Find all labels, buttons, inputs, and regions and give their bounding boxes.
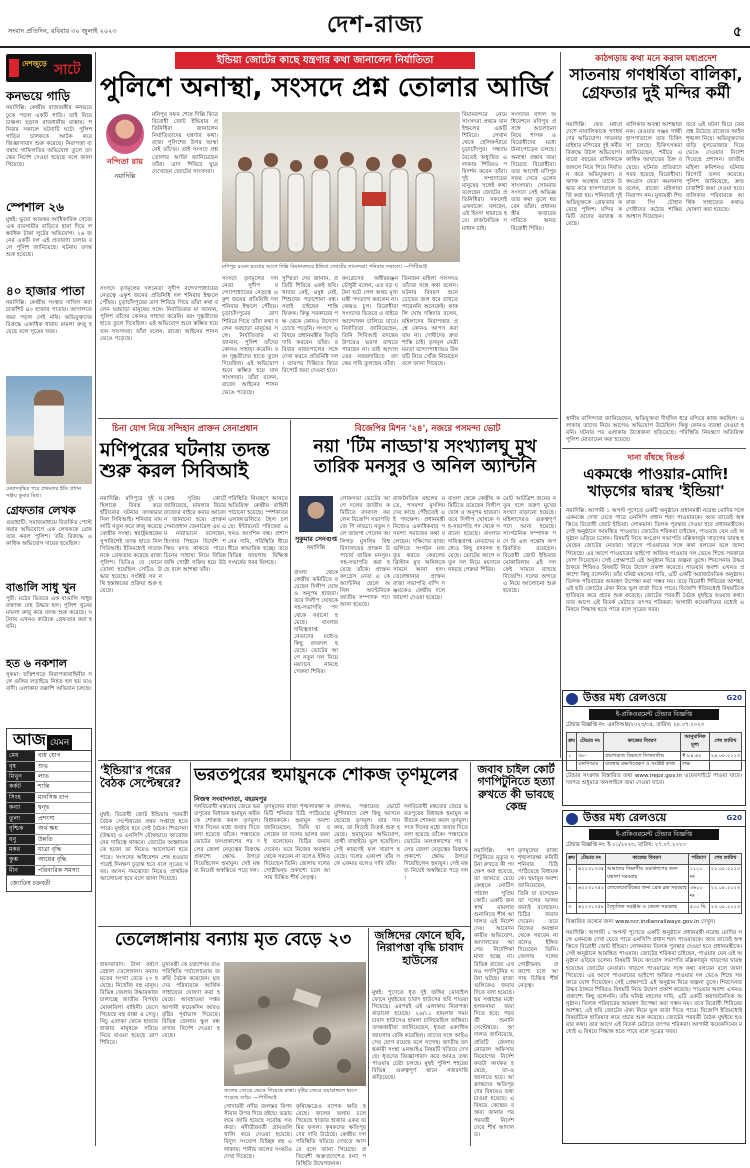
table-cell: ৬২২৩১৭৪২	[576, 884, 605, 903]
ed-director-photo	[6, 376, 92, 484]
lynching-headline: জবাব চাইল কোর্ট গণপিটুনিতে হত্যা রুখতে কী ভাবছে কেন্দ্র	[477, 763, 555, 813]
table-cell: ১	[567, 752, 577, 771]
tmc-body: দলবিরোধী মন্তব্যের জেরে ভরতপুরের বিধায়ক হুমায়ুন কবীরকে শোকজ করল তৃণমূল। সাত দিনের মধ্যে জবাব দিতে বলা হয়েছে তাঁকে। পঞ্চায়েত ভোটের ফলপ্রকাশের পর দলের জেলা নেতৃত্বের বিরুদ্ধে প্রকাশ্যে ক্ষোভ উগরে দিয়েছিলেন হুমায়ুন। সেই মন্তব্য নিয়েই অস্বস্তিতে পড়ে দল।	[404, 804, 468, 881]
table-cell: ১	[567, 865, 577, 884]
table-cell: ₹ ৮৪.৬২ লক্ষ	[681, 752, 710, 771]
lead-photo-caption: মণিপুর রওনা হওয়ার আগে দিল্লি বিমানবন্দরে ইন্ডিয়া জোটের সাংসদরা। শনিবার সকালে। —পিটিআই	[222, 264, 427, 270]
table-header: ক্রম	[567, 854, 577, 865]
debris-illustration	[224, 962, 366, 1086]
rail-ref: টেন্ডার বিজ্ঞপ্তি নং: এনসিআর/২০২৩/৩৫, তারিখ: ২৮.০৭.২০২৩	[566, 722, 705, 728]
rashi-sign: ধনু	[7, 835, 35, 844]
rashi-sign: মকর	[7, 845, 35, 854]
lead-body: সংসদে তৃণমূলের দলনেতা সুদীপ বন্দ্যোপাধ্যায়ের নেতৃত্বে একুশ জনের প্রতিনিধি দল শনিবার ইম্ফলে পৌঁছয়। চূড়াচাঁদপুরের ত্রাণ শিবিরে গিয়ে তাঁরা কথা বলেন ঘরছাড়া মানুষের সঙ্গে। নির্যাতিতার মা জানান, পুলিশ তাঁদের কোনও সাহায্য করেনি। বরং দুষ্কৃতীদের হাতে তুলে দিয়েছিল। এই অভিযোগ শুনে স্তম্ভিত হয়ে যান সাংসদরা। তাঁরা বলেন, রাজ্যে আইনের শাসন ভেঙে পড়েছে।	[222, 276, 278, 396]
rashi-row	[7, 751, 91, 761]
col-rule	[95, 52, 96, 1146]
section-title: দেশ-রাজ্য	[326, 12, 424, 38]
bjp-body: বাংলা থেকে কেন্দ্রীয় কমিটিতে রয়েছেন দিলীপ ঘোষ ও অনুপম হাজরা। তবে দিলীপ ঘোষকে সহ-সভাপতি পদ থেকে সরানো হয়েছে। বাংলার দায়িত্বপ্রাপ্ত নেতাদের মধ্যেও কিছু রদবদল হয়েছে। ভোটের আগে নতুন দল নিয়ে ময়দানে নামছে গেরুয়া শিবির।	[294, 570, 338, 676]
horoscope-box	[6, 728, 92, 892]
rail-ref: টেন্ডার বিজ্ঞপ্তি নং: ই-১১/২০২৩, তারিখ: ২৭.০৭.২০২৩	[566, 842, 686, 848]
photo-caption: মেয়াদবৃদ্ধির পরে প্রথমবার ইডি প্রধান সঞ্জয় কুমার মিশ্র।	[6, 486, 82, 499]
rashi-sign: বৃশ্চিক	[7, 824, 35, 833]
lead-intro: মনিপুর সফর শেষে দিল্লি ফিরে বিরোধী জোট ইন্ডিয়ার প্রতিনিধিরা জানালেন নির্যাতিতাদের যন্ত্রণার কথা। রাজ্য পুলিশের উপর আস্থা নেই তাঁদের। তাই সংসদে প্রশ্ন তোলার আর্জি জানিয়েছেন তাঁরা। ত্রাণ শিবিরে ঘুরে দেখেছেন জোটের সাংসদরা।	[152, 112, 218, 175]
rail-logo-icon	[566, 693, 578, 705]
table-header: কাজের বিবরণ	[604, 733, 681, 752]
rashi-row	[7, 772, 91, 782]
brief-headline: বাঙালি সাধু খুন	[6, 580, 76, 594]
rashi-sign: কর্কট	[7, 782, 35, 791]
lead-kicker: ইন্ডিয়া জোটের কাছে যন্ত্রণার কথা জানালেন নির্যাতিতা	[175, 52, 475, 69]
table-cell: ৫০০ মি.	[688, 903, 709, 914]
rashi-row	[7, 824, 91, 834]
rashi-sign: মীন	[7, 866, 35, 875]
table-cell: ২৩.০৮.২০২৩	[709, 903, 741, 914]
astrologer-name: জ্যোতিষ চক্রবর্তী	[10, 880, 51, 888]
brief-body: পুরী: মঠের ভিতরে এক বাঙালি সাধুর রক্তাক্ত দেহ উদ্ধার হল। পুলিশ খুনের মামলা রুজু করে তদন্ত শুরু করেছে। ঘটনায় এখনও কাউকে গ্রেফতার করা হয়নি।	[6, 595, 92, 631]
rashi-forecast: প্রশংসা	[38, 814, 55, 822]
table-cell: ৩	[567, 903, 577, 914]
table-header: শেষ তারিখ	[709, 733, 741, 752]
lead-body: তিনজন মহিলা সাংসদও তাঁদের সঙ্গে কথা বলেন। ঘটনার বিবরণ শুনে চোখের জল ধরে রাখতে পারেননি অনেকেই। কাকলি ঘোষ দস্তিদার বলেন, মহিলাদের নিরাপত্তার প্রশ্নে কোনও আপস করা যায় না। দোষীদের দ্রুত শাস্তি চাই। তৃণমূল নেত্রী মমতা বন্দ্যোপাধ্যায়ও বিষয়টি নিয়ে খোঁজ নিয়েছেন বলে জানা গিয়েছে।	[402, 276, 458, 368]
desh-logo: দেশজুড়ে সাটে	[6, 54, 92, 82]
table-cell: ৬২২৩১৭৩৫	[576, 865, 605, 884]
rail-tender-label: ই-প্রকিওরমেন্ট টেন্ডার বিজ্ঞপ্তি	[589, 829, 719, 840]
issue-date: সংবাদ প্রতিদিন, রবিবার ৩০ জুলাই ২০২৩	[8, 27, 117, 35]
rashi-sign: সিংহ	[7, 793, 35, 802]
group-figures	[222, 112, 460, 262]
rashi-sign: মেষ	[7, 751, 35, 760]
horoscope-title: আজ	[13, 730, 46, 750]
brief-body: মুম্বই: ভুয়ো আয়কর আধিকারিক সেজে এক ব্যবসায়ীর বাড়িতে হানা দিয়ে লক্ষাধিক টাকা লুটের অভিযোগ। ২৬ জনের একটি দল এই প্রতারণা চালায় বলে পুলিশ জানিয়েছে। ঘটনায় তদন্ত শুরু হয়েছে।	[6, 216, 92, 259]
rashi-row	[7, 803, 91, 813]
rashi-forecast: দ্বন্দ্ব	[38, 804, 50, 812]
satna-headline: সাতনায় গণধর্ষিতা বালিকা, গ্রেফতার দুই মন্দির কর্মী	[569, 65, 743, 102]
rail-logo-icon	[566, 813, 578, 825]
lead-body: কংগ্রেসের অধীররঞ্জন চৌধুরী বলেন, এত বড় ঘটনা ঘটে গেল অথচ মুখ্যমন্ত্রী পদত্যাগ করলেন না। কেন্দ্রও চুপ। বিরোধীরা সংসদের ভিতরে ও বাইরে আন্দোলন চালিয়ে যাবে। নির্যাতিতা জানিয়েছেন, তিনি সিবিআই তদন্তের উপরেও ভরসা রাখতে পারছেন না। তাই আদালতের নজরদারিতে তদন্তের দাবি তুলছেন তাঁরা।	[342, 276, 398, 368]
india-headline: 'ইন্ডিয়া'র পরের বৈঠক সেপ্টেম্বরে?	[100, 763, 182, 790]
rail-tender-label: ই-প্রকিওরমেন্ট টেন্ডার বিজ্ঞপ্তি	[589, 709, 719, 720]
tmc-body: তৃণমূলের রাজ্য শৃঙ্খলারক্ষা কমিটি শনিবার চিঠি পাঠিয়েছে বিধায়ককে। হুমায়ুন অবশ্য জানিয়েছেন, তিনি যা বলেছেন তা দলের ভালর জন্যই বলেছেন। চিঠির জবাব দেবেন। তবে নিজের অবস্থান থেকে সরবেন না বলেও ইঙ্গিত দিয়েছেন তিনি। জেলায় দলের গোষ্ঠীদ্বন্দ্ব প্রকাশ্যে চলে আসায় চিন্তিত শীর্ষ নেতৃত্ব।	[264, 804, 330, 881]
rashi-sign: মিথুন	[7, 772, 35, 781]
reporter-photo	[106, 114, 144, 154]
manipur-headline: মণিপুরের ঘটনায় তদন্ত শুরু করল সিবিআই	[100, 439, 270, 483]
satna-body: তবে এই ঘটনা ঘিরে ফের প্রশ্ন উঠেছে রাজ্যের আইনশৃঙ্খলা নিয়ে। অভিযুক্তদের বাড়ি বুলডোজার দিয়ে ভেঙে দেওয়ার নির্দেশ দিয়েছে প্রশাসন। জাতীয় মহিলা কমিশনও ঘটনার রিপোর্ট তলব করেছে। পুলিশ জানিয়েছে, দ্রুত চার্জশিট জমা দেওয়া হবে। বালিকার পরিবারকে আর্থিক সাহায্যের কথাও ঘোষণা করা হয়েছে।	[686, 122, 744, 214]
bjp-body: লোকসভা ভোটের আগে দলের জাতীয় কমিটিতে রদবদল করলেন বিজেপি সভাপতি জে পি নাড্ডা। নতুন দলে জায়গা পেলেন আলিগড় মুসলিম বিশ্ববিদ্যালয়ের প্রাক্তন উপাচার্য তারিক মনসুর। সহ-সভাপতি করা হয়েছে তাঁকে। প্রাক্তন কংগ্রেস নেতা এ কে অ্যান্টনির ছেলে অনিল অ্যান্টনিকে জাতীয় সম্পাদক পদে আনা হয়েছে।	[340, 496, 390, 609]
row-rule	[98, 926, 470, 927]
reporter-place: নয়াদিল্লি	[114, 172, 136, 180]
satna-body: বালিকার অবস্থা আশঙ্কাজনক। রেওয়ার সঞ্জয় গান্ধী হাসপাতালে তার চিকিৎসা চলছে। চিকিৎসকরা জানিয়েছেন, শরীরে একাধিক আঘাতের চিহ্ন রয়েছে। ঘটনার প্রতিবাদে সরব হয়েছে বিরোধীরা। কংগ্রেস নেতা কমলনাথ বলেন, রাজ্যে মহিলারা নিরাপদ নন। মুখ্যমন্ত্রী শিবরাজ সিং চৌহান দোষীদের কঠোর শাস্তির আশ্বাস দিয়েছেন।	[626, 122, 682, 221]
satna-kicker: কাঠগড়ায় কথা মনে করাল মধ্যপ্রদেশ	[595, 54, 717, 64]
rashi-row	[7, 845, 91, 855]
lynching-body: তৃণমূলের রাজ্য শৃঙ্খলারক্ষা কমিটি শনিবার চিঠি পাঠিয়েছে বিধায়ককে। হুমায়ুন অবশ্য জানিয়েছেন, তিনি যা বলেছেন তা দলের ভালর জন্যই বলেছেন। চিঠির জবাব দেবেন। তবে নিজের অবস্থান থেকে সরবেন না বলেও ইঙ্গিত দিয়েছেন তিনি। জেলায় দলের গোষ্ঠীদ্বন্দ্ব প্রকাশ্যে চলে আসায় চিন্তিত শীর্ষ নেতৃত্ব।	[518, 848, 558, 989]
masthead	[0, 0, 750, 44]
rail-tender-table	[566, 732, 742, 771]
satna-body: স্থানীয় বাসিন্দারা জানিয়েছেন, অভিযুক্তরা দীর্ঘদিন ধরে মন্দিরে কাজ করছিল। এলাকায় তাদের নিয়ে আগেও অভিযোগ উঠেছিল। কিন্তু কোনও ব্যবস্থা নেওয়া হয়নি। ঘটনার পর এলাকায় উত্তেজনা ছড়িয়েছে। পরিস্থিতি নিয়ন্ত্রণে অতিরিক্ত পুলিশ মোতায়েন করা হয়েছে।	[566, 416, 744, 444]
person-figure	[34, 390, 64, 476]
bjp-kicker: বিজেপির মিশন '২৪', নজরে পসমন্দা ভোট	[354, 424, 501, 434]
rashi-forecast: অর্থ ক্ষয়	[38, 825, 58, 833]
table-row	[567, 884, 742, 903]
reporter-name: সুকুমার সেনগুপ্ত	[294, 535, 338, 543]
col-rule	[560, 508, 561, 758]
table-header: ক্রম	[567, 733, 577, 752]
reporter-place: নয়াদিল্লি	[306, 545, 326, 551]
modi-kicker: দানা বাঁধছে বিতর্ক	[627, 453, 685, 462]
flood-headline: তেলেঙ্গানায় বন্যায় মৃত বেড়ে ২৩	[114, 929, 352, 950]
rashi-row	[7, 835, 91, 845]
flood-body: মুখ্যমন্ত্রী কে চন্দ্রশেখর রাও পরিস্থিতি পর্যালোচনায় জরুরি বৈঠক করেছেন। মৃতদের পরিবারকে আর্থিক সাহায্যের ঘোষণা করা হয়েছে। আবহাওয়া দপ্তর আগামী কয়েকদিন আরও বৃষ্টির পূর্বাভাস দিয়েছে। বিভিন্ন জেলায় স্কুল বন্ধ রাখার নির্দেশ দেওয়া হয়েছে।	[162, 962, 220, 1039]
table-cell: বৈদ্যুতিক সরঞ্জাম ও কেবল সরবরাহ	[605, 903, 688, 914]
rail-ad-1	[562, 690, 746, 806]
rail-ad-2	[562, 810, 746, 1144]
lead-headline: পুলিশে অনাস্থা, সংসদে প্রশ্ন তোলার আর্জি	[100, 72, 550, 103]
rashi-forecast: শান্তি	[38, 783, 50, 791]
col-rule	[190, 762, 191, 926]
lead-body: সুস্মিতা দেব জানান, প্রতিটি শিবিরে একই ছবি। খাবার নেই, ওষুধ নেই, শিশুদের পড়াশোনা বন্ধ। সবাই চাইছেন শান্তি ফিরুক। কিন্তু সরকারের পক্ষ থেকে কোনও উদ্যোগ চোখে পড়েনি। সংসদে এ বিষয়ে প্রধানমন্ত্রীর বিবৃতি দাবি করবেন তাঁরা। রবিবার রাজ্যপালের সঙ্গে দেখা করবে প্রতিনিধি দল। তারপর দিল্লিতে ফিরে রিপোর্ট জমা দেওয়া হবে।	[282, 276, 338, 375]
modi-body: নয়াদিল্লি: আগামী ১ অগস্ট পুণেতে একটি অনুষ্ঠানে প্রধানমন্ত্রী নরেন্দ্র মোদির সঙ্গে একমঞ্চে দেখা যেতে পারে এনসিপি প্রধান শরদ পাওয়ারকে। আর তাতেই অস্বস্তিতে বিরোধী জোট ইন্ডিয়া। লোকমান্য তিলক পুরস্কার দেওয়া হবে প্রধানমন্ত্রীকে। সেই অনুষ্ঠানে আমন্ত্রিত পাওয়ার। জোটের শরিকরা চাইছেন, পাওয়ার যেন ওই অনুষ্ঠান এড়িয়ে চলেন। বিষয়টি নিয়ে কংগ্রেস সভাপতি মল্লিকার্জুন খাড়গের দ্বারস্থ হয়েছেন জোটের নেতারা। খাড়গে পাওয়ারের সঙ্গে কথা বলবেন বলে জানা গিয়েছে। এর আগে পাওয়ারের ভাইপো অজিত পাওয়ার দল ভেঙে শিন্ডে সরকারে যোগ দিয়েছেন। সেই প্রেক্ষাপটে এই অনুষ্ঠান ঘিরে জল্পনা তুঙ্গে। শিবসেনার উদ্ধব ঠাকরে শিবিরও বিষয়টি নিয়ে উদ্বেগ প্রকাশ করেছে। পাওয়ার অবশ্য এখনও প্রকাশ্যে কিছু বলেননি। তাঁর ঘনিষ্ঠ মহলের দাবি, এটি একটি অরাজনৈতিক অনুষ্ঠান। তিলক পরিবারের আমন্ত্রণ উপেক্ষা করা সম্ভব নয়। তবে বিরোধী শিবিরের আশঙ্কা, এই ছবি জোটের ঐক্য নিয়ে ভুল বার্তা দিতে পারে। বিজেপি ইতিমধ্যেই বিষয়টিকে হাতিয়ার করে প্রচার শুরু করেছে। জোটের পরবর্তী বৈঠক মুম্বইয়ে হওয়ার কথা। তার আগে এই বিতর্ক মেটাতে তৎপর শরিকরা। আগামী কয়েকদিনের মধ্যেই এ বিষয়ে সিদ্ধান্ত হতে পারে বলে সূত্রের খবর।	[566, 508, 744, 614]
brief-body: সুকমা: ছত্তিশগড়ে নিরাপত্তাবাহিনীর সঙ্গে গুলির লড়াইয়ে নিহত হল ছয় মাওবাদী। এলাকায় তল্লাশি অভিযান চলছে।	[6, 672, 92, 693]
rashi-forecast: লাভ	[38, 773, 50, 781]
table-row	[567, 903, 742, 914]
rashi-row	[7, 762, 91, 772]
table-cell: ২২.০৮.২০২৩	[709, 865, 741, 884]
brief-headline: স্পেশাল ২৬	[6, 200, 64, 215]
table-header: টেন্ডার নং	[576, 733, 603, 752]
tmc-body: দলবিরোধী মন্তব্যের জেরে ভরতপুরের বিধায়ক হুমায়ুন কবীরকে শোকজ করল তৃণমূল। সাত দিনের মধ্যে জবাব দিতে বলা হয়েছে তাঁকে। পঞ্চায়েত ভোটের ফলপ্রকাশের পর দলের জেলা নেতৃত্বের বিরুদ্ধে প্রকাশ্যে ক্ষোভ উগরে দিয়েছিলেন হুমায়ুন। সেই মন্তব্য নিয়েই অস্বস্তিতে পড়ে দল।	[194, 804, 260, 874]
bjp-byline	[294, 496, 338, 566]
flood-body: গোদাবরী নদীর জলস্তর বিপদসীমার উপর দিয়ে বইছে। ভদ্রাচলমে জারি হয়েছে সর্বোচ্চ সতর্কতা। নদীতীরবর্তী গ্রামগুলি খালি করে দেওয়া হয়েছে। বিদ্যুৎ সংযোগ বিচ্ছিন্ন বহু এলাকায়। পানীয় জলের সংকটও দেখা দিয়েছে।	[224, 1104, 292, 1160]
row-rule	[562, 448, 746, 449]
tmc-headline: ভরতপুরের হুমায়ুনকে শোকজ তৃণমূলের	[194, 765, 459, 785]
rashi-list	[7, 751, 91, 876]
rashi-forecast: যাত্রা বৃদ্ধি	[38, 845, 62, 853]
rail-note: বিস্তারিত তথ্যের জন্য www.ncr.indianrailways.gov.in দেখুন।	[566, 919, 716, 925]
tmc-byline: নিজস্ব সংবাদদাতা, বহরমপুর	[194, 795, 267, 803]
rashi-forecast: পরিবারিক সমস্যা	[38, 866, 80, 874]
flood-body: কৃষিক্ষেত্রেও ব্যাপক ক্ষতি হয়েছে। জলের তলায় চলে গিয়েছে হাজার হাজার একর জমির ফসল। কৃষকদের ক্ষতিপূরণের দাবি উঠেছে। কেন্দ্রীয় দল পরিস্থিতি খতিয়ে দেখতে আসবে বলে জানা গিয়েছে। প্রতিবেশী অন্ধ্রপ্রদেশেও বন্যা পরিস্থিতি উদ্বেগজনক।	[296, 1104, 366, 1167]
lead-byline	[100, 112, 150, 202]
bjp-body: রাজনৈতিক মহলের মতে, পসমন্দা মুসলিমদের কাছে পৌঁছতেই এই পদক্ষেপ। প্রধানমন্ত্রী নিজেও একাধিকবার পসমন্দা সমাজের কথা বলেছেন। দক্ষিণের রাজ্যগুলিতে সংগঠন মজবুত করতে কেরলের খ্রিস্টান মুখ অনিলকে সামনে আনা হল। তেলেঙ্গানার প্রাক্তন রাজ্য সভাপতি বান্দি সঞ্জয়কেও কেন্দ্রীয় দলে জায়গা দেওয়া হয়েছে।	[393, 496, 445, 602]
bjp-body: মোট আটত্রিশ জনের নতুন দলে তরুণ মুখের সংখ্যা বাড়ানো হয়েছে। মহিলাদেরও গুরুত্বপূর্ণ পদে আনা হয়েছে। সাংগঠনিক সম্পাদক পদে বি এল সন্তোষ অপরিবর্তিত রয়েছেন। বিরোধী জোট ইন্ডিয়ার মোকাবিলায় এই দলকেই সামনে রাখছে বিজেপি। দলের অন্দরে এ নিয়ে আলোচনা শুরু হয়েছে।	[503, 496, 556, 595]
lead-body: সংসদের বাদল অধিবেশনে মণিপুর প্রসঙ্গে আলোচনা নিয়ে শাসক ও বিরোধীদের মধ্যে টানাপোড়েন চলছে। অনাস্থা প্রস্তাব জমা দিয়েছে বিরোধীরা। তার আগেই মণিপুর সফর সেরে এলেন সাংসদরা। সোমবার সংসদে সেই অভিজ্ঞতার কথা তুলে ধরবেন তাঁরা। প্রধানমন্ত্রীর জবাবের দাবিতে অনড় বিরোধী শিবির।	[511, 112, 556, 232]
rashi-row	[7, 814, 91, 824]
horoscope-subtitle: যেমন	[47, 735, 72, 750]
bjp-headline: নয়া 'টিম নাড্ডা'য় সংখ্যালঘু মুখ তারিক মনসুর ও অনিল অ্যান্টনি	[313, 437, 537, 477]
table-header: টেন্ডার নং	[576, 854, 605, 865]
logo-icon	[9, 59, 19, 77]
table-cell: ২২.০৮.২০২৩	[709, 884, 741, 903]
brief-headline: হত ৬ নকশাল	[6, 656, 68, 670]
rashi-forecast: শুভ	[38, 762, 48, 770]
rashi-forecast: মানসিক চাপ	[38, 793, 69, 801]
flood-photo	[224, 962, 366, 1086]
manipur-kicker: চিনা যোগ নিয়ে সন্দিহান প্রাক্তন সেনাপ্রধান	[112, 424, 258, 434]
rail-note: টেন্ডার সংক্রান্ত বিস্তারিত তথ্য www.ireps.gov.in ওয়েবসাইটে পাওয়া যাবে। দরপত্র শুধুমাত্র অনলাইনে জমা দেওয়া যাবে।	[566, 773, 742, 787]
col-rule	[290, 420, 291, 760]
brief-body: নয়াদিল্লি: কেন্দ্রীয় রাজ্যমন্ত্রীর কনভয়ে ঢুকে পড়ল একটি গাড়ি। তাই নিয়ে চাঞ্চল্য ছড়াল রাজধানীর রাস্তায়। শনিবার সকালে ঘটনাটি ঘটে। পুলিশ গাড়ির চালককে আটক করে জিজ্ঞাসাবাদ শুরু করেছে। নিরাপত্তা ব্যবস্থায় গাফিলতির অভিযোগ তুলে তদন্তের নির্দেশ দেওয়া হয়েছে বলে জানা গিয়েছে।	[6, 105, 92, 169]
rail-note: নয়াদিল্লি: আগামী ১ অগস্ট পুণেতে একটি অনুষ্ঠানে প্রধানমন্ত্রী নরেন্দ্র মোদির সঙ্গে একমঞ্চে দেখা যেতে পারে এনসিপি প্রধান শরদ পাওয়ারকে। আর তাতেই অস্বস্তিতে বিরোধী জোট ইন্ডিয়া। লোকমান্য তিলক পুরস্কার দেওয়া হবে প্রধানমন্ত্রীকে। সেই অনুষ্ঠানে আমন্ত্রিত পাওয়ার। জোটের শরিকরা চাইছেন, পাওয়ার যেন ওই অনুষ্ঠান এড়িয়ে চলেন। বিষয়টি নিয়ে কংগ্রেস সভাপতি মল্লিকার্জুন খাড়গের দ্বারস্থ হয়েছেন জোটের নেতারা। খাড়গে পাওয়ারের সঙ্গে কথা বলবেন বলে জানা গিয়েছে। এর আগে পাওয়ারের ভাইপো অজিত পাওয়ার দল ভেঙে শিন্ডে সরকারে যোগ দিয়েছেন। সেই প্রেক্ষাপটে এই অনুষ্ঠান ঘিরে জল্পনা তুঙ্গে। শিবসেনার উদ্ধব ঠাকরে শিবিরও বিষয়টি নিয়ে উদ্বেগ প্রকাশ করেছে। পাওয়ার অবশ্য এখনও প্রকাশ্যে কিছু বলেননি। তাঁর ঘনিষ্ঠ মহলের দাবি, এটি একটি অরাজনৈতিক অনুষ্ঠান। তিলক পরিবারের আমন্ত্রণ উপেক্ষা করা সম্ভব নয়। তবে বিরোধী শিবিরের আশঙ্কা, এই ছবি জোটের ঐক্য নিয়ে ভুল বার্তা দিতে পারে। বিজেপি ইতিমধ্যেই বিষয়টিকে হাতিয়ার করে প্রচার শুরু করেছে। জোটের পরবর্তী বৈঠক মুম্বইয়ে হওয়ার কথা। তার আগে এই বিতর্ক মেটাতে তৎপর শরিকরা। আগামী কয়েকদিনের মধ্যেই এ বিষয়ে সিদ্ধান্ত হতে পারে বলে সূত্রের খবর।	[566, 930, 742, 1036]
col-rule	[368, 928, 369, 1146]
table-cell: আমাদের বিভাগীয় ওয়ার্কশপের জন্য যন্ত্রাংশ সরবরাহ	[605, 865, 688, 884]
manipur-body: কেন্দ্র সুপ্রিম কোর্টে জানিয়েছে, মামলার বিচার রাজ্যের বাইরে করার আবেদন জানানো হবে। প্রাক্তন সেনাপ্রধান জেনারেল এম এম নারাভানে বলেছেন, হিংসার পিছনে বিদেশি শক্তির মদত থাকতে পারে। চিনের সাহায্য নিয়ে বিভিন্ন জঙ্গি গোষ্ঠী সক্রিয় হয়ে উঠছে বলে আশঙ্কা তাঁর।	[164, 496, 226, 573]
rashi-row	[7, 855, 91, 865]
table-cell: লোকোমোটিভের জন্য ব্রেক ব্লক সরবরাহ	[605, 884, 688, 903]
terror-body: মুম্বই: পুণেতে ধৃত দুই জঙ্গির মোবাইল ফোনে মুম্বইয়ের চাবাদ হাউসের ছবি পাওয়া গিয়েছে। এরপরই ওই এলাকায় নিরাপত্তা বাড়ানো হয়েছে। ২৬/১১ হামলার সময় চাবাদ হাউসেও হামলা চালিয়েছিল জঙ্গিরা। তদন্তকারীরা জানিয়েছেন, ধৃতরা একাধিক জায়গার রেকি করেছিল। তাদের সঙ্গে আইএসের যোগ রয়েছে বলে সন্দেহ। জাতীয় তদন্তকারী সংস্থা এনআইএ বিষয়টি খতিয়ে দেখছে। ধৃতদের জিজ্ঞাসাবাদ করে আরও তথ্য পাওয়ার চেষ্টা চলছে। মুম্বই পুলিশ শহরের বিভিন্ন গুরুত্বপূর্ণ স্থানে নজরদারি বাড়িয়েছে।	[372, 990, 468, 1082]
table-header: আনুমানিক মূল্য	[681, 733, 710, 752]
brief-headline: ৪০ হাজার পাতা	[6, 283, 85, 298]
page-number: ৫	[732, 24, 742, 40]
satna-body: নয়াদিল্লি: ফের মধ্যপ্রদেশে নাবালিকাকে গণধর্ষণের অভিযোগ। সাতনার মাইহার মন্দিরের দুই কর্মীর বিরুদ্ধে উঠল অভিযোগ। বারো বছরের বালিকাকে জঙ্গলে নিয়ে গিয়ে নির্যাতন করে অভিযুক্তরা। রক্তাক্ত অবস্থায় তাকে উদ্ধার করে হাসপাতালে ভর্তি করা হয়। শনিবারই দুই অভিযুক্তকে গ্রেফতার করেছে পুলিশ। মন্দির কমিটি তাদের বরখাস্ত করেছে।	[566, 122, 622, 228]
table-header: পরিমাণ	[688, 854, 709, 865]
tmc-body: প্রসঙ্গত, পঞ্চায়েত ভোটে মুর্শিদাবাদে বেশ কিছু আসনে হেরেছে তৃণমূল। তার দায় কার, তা নিয়েই বিতর্ক শুরু হয়েছে। হুমায়ুনের অভিযোগ, প্রার্থী বাছাইয়ে ভুল হয়েছিল। সেই কারণেই ফল খারাপ হয়েছে। দলের একাংশ তাঁর সঙ্গে একমত বলেও দাবি তাঁর।	[334, 804, 400, 867]
table-row	[567, 752, 742, 771]
g20-badge: G20	[726, 694, 742, 702]
modi-headline: একমঞ্চে পাওয়ার-মোদি! খাড়গের দ্বারস্থ 'ইন্ডিয়া'	[583, 465, 729, 500]
rashi-forecast: উন্নতি	[38, 835, 53, 843]
manipur-body: নয়াদিল্লি: মণিপুরে দুই মহিলাকে বিবস্ত্র করে হাঁটানোর ঘটনার তদন্তভার নিল সিবিআই। শনিবার মামলাটি নতুন করে রুজু করেছে কেন্দ্রীয় সংস্থা। স্বরাষ্ট্রমন্ত্রকের সুপারিশেই তদন্ত হাতে নিল সিবিআই। ইতিমধ্যেই সাতজনকে গ্রেফতার করেছে রাজ্য পুলিশ। ভিডিও যে ফোনে তোলা হয়েছিল সেটিও উদ্ধার হয়েছে। সংশ্লিষ্ট সব নথি হস্তান্তরের প্রক্রিয়া শুরু হয়েছে।	[100, 496, 162, 595]
brief-body: নয়াদিল্লি: কেন্দ্রীয় সংস্থার দাখিল করা চার্জশিট ৪০ হাজার পাতার। আদালতে জমা পড়ল সেই নথি। অভিযুক্তদের বিরুদ্ধে একাধিক ধারায় মামলা রুজু হয়েছে বলে সূত্রের খবর।	[6, 300, 92, 335]
rail-title: উত্তর মধ্য রেলওয়ে	[583, 811, 667, 824]
rashi-row	[7, 782, 91, 792]
table-cell: প্রয়াগরাজ বিভাগে সিগন্যালিং ব্যবস্থার রক্ষণাবেক্ষণ ও সংশ্লিষ্ট কাজ	[604, 752, 681, 771]
reporter-name: নন্দিতা রায়	[106, 157, 144, 166]
table-cell: ২	[567, 884, 577, 903]
table-row	[567, 865, 742, 884]
manipur-body: পরিস্থিতি নিয়ন্ত্রণে আনতে অতিরিক্ত কেন্দ্রীয় বাহিনী পাঠানো হয়েছে। স্পর্শকাতর এলাকাগুলিতে টহল চলছে। ইন্টারনেট পরিষেবা এখনও আংশিক বন্ধ। প্রশাসনের দাবি, পরিস্থিতি ধীরে ধীরে স্বাভাবিক হচ্ছে। তবে বিভিন্ন জায়গায় বিক্ষিপ্ত সংঘর্ষের খবর মিলছে।	[228, 496, 288, 566]
col-rule	[560, 52, 561, 507]
col-rule	[470, 762, 471, 1146]
table-cell: ৩৮-এনসিআর	[576, 752, 603, 771]
rashi-forecast: আয়ের বৃদ্ধি	[38, 856, 67, 864]
reporter-photo	[299, 496, 333, 532]
table-header: কাজের বিবরণ	[605, 854, 688, 865]
table-cell: ২৪.০৮.২০২৩	[709, 752, 741, 771]
rashi-row	[7, 793, 91, 803]
rashi-forecast: ব্যয় যোগ	[38, 752, 61, 760]
g20-badge: G20	[726, 814, 742, 822]
lead-body: সংসদে তৃণমূলের দলনেতা সুদীপ বন্দ্যোপাধ্যায়ের নেতৃত্বে একুশ জনের প্রতিনিধি দল শনিবার ইম্ফলে পৌঁছয়। চূড়াচাঁদপুরের ত্রাণ শিবিরে গিয়ে তাঁরা কথা বলেন ঘরছাড়া মানুষের সঙ্গে। নির্যাতিতার মা জানান, পুলিশ তাঁদের কোনও সাহায্য করেনি। বরং দুষ্কৃতীদের হাতে তুলে দিয়েছিল। এই অভিযোগ শুনে স্তম্ভিত হয়ে যান সাংসদরা। তাঁরা বলেন, রাজ্যে আইনের শাসন ভেঙে পড়েছে।	[100, 286, 218, 342]
table-header: শেষ তারিখ	[709, 854, 741, 865]
masthead-rule	[0, 46, 750, 48]
bjp-body: বাংলা থেকে কেন্দ্রীয় কমিটিতে রয়েছেন দিলীপ ঘোষ ও অনুপম হাজরা। তবে দিলীপ ঘোষকে সহ-সভাপতি পদ থেকে সরানো হয়েছে। বাংলার দায়িত্বপ্রাপ্ত নেতাদের মধ্যেও কিছু রদবদল হয়েছে। ভোটের আগে নতুন দল নিয়ে ময়দানে নামছে গেরুয়া শিবির।	[448, 496, 500, 573]
rashi-row	[7, 866, 91, 876]
rashi-sign: কুম্ভ	[7, 855, 35, 864]
rashi-sign: কন্যা	[7, 803, 35, 812]
rashi-sign: বৃষ	[7, 762, 35, 771]
rashi-sign: তুলা	[7, 814, 35, 823]
terror-headline: জঙ্গিদের ফোনে ছবি, নিরাপত্তা বৃদ্ধি চাবাদ হাউসের	[374, 929, 466, 967]
rail-tender-table	[566, 853, 742, 914]
flood-photo-caption: জলের তোড়ে ভেঙে গিয়েছে রাস্তা। বৃষ্টির জেরে ওয়ারাঙ্গলে ধ্বসে পড়েছে বাড়ি। —পিটিআই	[224, 1088, 357, 1101]
india-body: মুম্বই: বিরোধী জোট ইন্ডিয়ার পরবর্তী বৈঠক সেপ্টেম্বরের প্রথম সপ্তাহে হতে পারে। মুম্বইয়ে হবে সেই বৈঠক। শিবসেনা (উদ্ধব) ও এনসিপি যৌথভাবে আয়োজনের দায়িত্বে থাকবে। জোটের আহ্বায়ক কে হবেন তা নিয়েও আলোচনা হতে পারে। সংসদের অধিবেশন শেষ হওয়ার পরেই দিনক্ষণ চূড়ান্ত হবে বলে সূত্রের খবর। আসন সমঝোতা নিয়েও প্রাথমিক আলোচনা হবে বলে জানা গিয়েছে।	[100, 812, 188, 882]
left-column	[6, 54, 92, 1144]
flood-body: হায়দরাবাদ: টানা বর্ষণে বেহাল তেলেঙ্গানা। বন্যায় মৃতের সংখ্যা বেড়ে ২৩ হয়েছে। নিখোঁজ বহু মানুষ। বিভিন্ন জেলায় উদ্ধারকাজ চালাচ্ছে জাতীয় বিপর্যয় মোকাবিলা বাহিনী। ভেসে গিয়েছে বহু রাস্তা ও সেতু। নিচু এলাকা থেকে হাজার হাজার মানুষকে সরিয়ে নিয়ে যাওয়া হয়েছে ত্রাণ শিবিরে।	[100, 962, 158, 1047]
row-rule	[98, 418, 558, 419]
table-cell: ৩৬০০ নং	[688, 884, 709, 903]
lynching-body: নয়াদিল্লি: গণপিটুনিতে মৃত্যুর ঘটনা রুখতে কী পদক্ষেপ করা হয়েছে, তা জানতে চেয়ে কেন্দ্রকে নোটিস পাঠাল সুপ্রিম কোর্ট। একটি জনস্বার্থ মামলার শুনানিতে শীর্ষ আদালত এই নির্দেশ দেয়। আবেদনকারীর অভিযোগ, আদালতের আগের নির্দেশিকা মানা হচ্ছে না। বিভিন্ন রাজ্যে এখনও গণপিটুনির ঘটনা ঘটছে। রাজ্যগুলিকেও জবাব দিতে বলা হয়েছে। ছয় সপ্তাহের মধ্যে হলফনামা জমা দিতে হবে। পরবর্তী শুনানি সেপ্টেম্বরে। আদালত জানিয়েছে, প্রতিটি জেলায় নোডাল অফিসার নিয়োগের নির্দেশ কতটা কার্যকর হয়েছে, তা-ও জানাতে হবে। আক্রান্তদের ক্ষতিপূরণের বিষয়েও তথ্য চাওয়া হয়েছে। এ বিষয়ে কেন্দ্রের বক্তব্য জানার পর পরবর্তী নির্দেশ দেবে শীর্ষ আদালত।	[474, 848, 515, 1138]
rail-title: উত্তর মধ্য রেলওয়ে	[583, 691, 667, 704]
brief-body: গুয়াহাটি: সমাজমাধ্যমে বিতর্কিত পোস্ট করার অভিযোগে এক লেখককে গ্রেফতার করল পুলিশ। তাঁর বিরুদ্ধে একাধিক অভিযোগ দায়ের হয়েছিল।	[6, 519, 92, 547]
brief-headline: গ্রেফতার লেখক	[6, 504, 76, 518]
lead-photo	[222, 112, 460, 262]
table-cell: ১১০০ নং	[688, 865, 709, 884]
table-cell: ৬২২৩১৭৫৮	[576, 903, 605, 914]
lead-body: বিমানবন্দরে নেমে সাংসদরা প্রথমে যান ইম্ফলের একটি শিবিরে। সেখান থেকে হেলিকপ্টারে চূড়াচাঁদপুর। সন্ধ্যায় মৈতেই অধ্যুষিত এলাকার শিবিরও পরিদর্শন করেন তাঁরা। দুই সম্প্রদায়ের মানুষের সঙ্গেই কথা বলেছেন জোটের প্রতিনিধিরা। সকলেই একবাক্যে বলছেন, এই হিংসা থামাতে হবে। রাজনৈতিক সমাধান চাই।	[462, 112, 507, 232]
brief-headline: কনভয়ে গাড়ি	[6, 89, 70, 103]
